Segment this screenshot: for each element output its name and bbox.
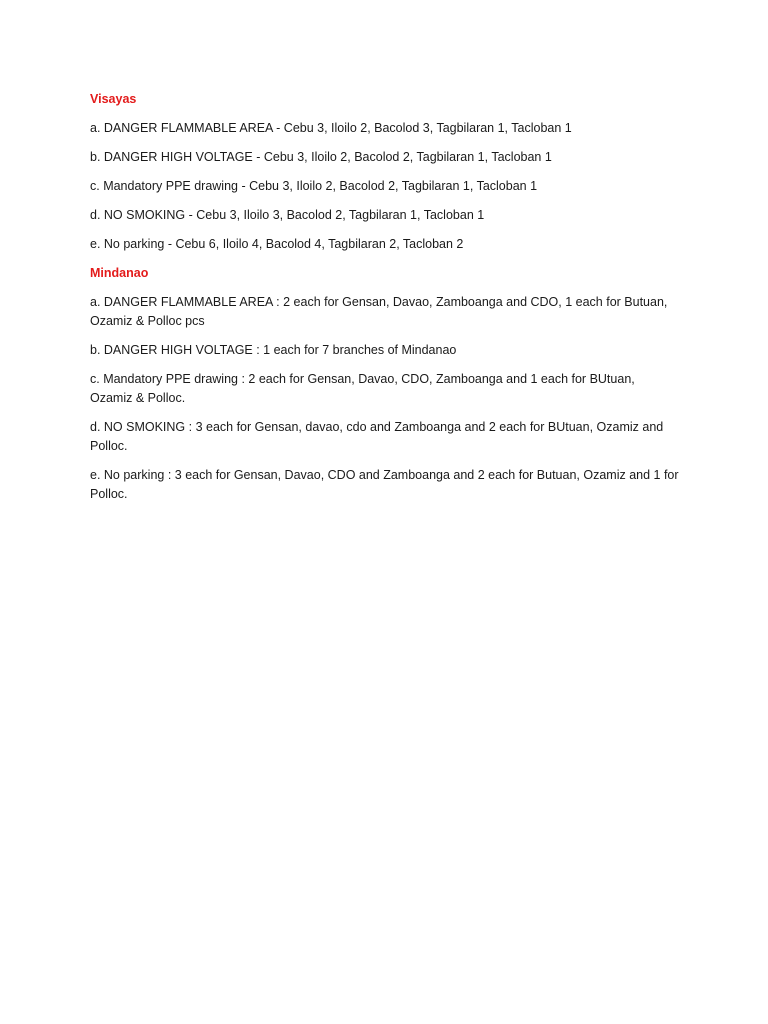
visayas-heading: Visayas	[90, 92, 137, 106]
visayas-item-c: c. Mandatory PPE drawing - Cebu 3, Iloilo 2, Bacolod 2, Tagbilaran 1, Tacloban 1	[90, 179, 538, 193]
mindanao-section	[90, 264, 680, 504]
mindanao-item-a: a. DANGER FLAMMABLE AREA : 2 each for Gensan, Davao, Zamboanga and CDO, 1 each for Butuan, Ozamiz & Polloc pcs	[90, 295, 668, 328]
mindanao-item-d: d. NO SMOKING : 3 each for Gensan, davao, cdo and Zamboanga and 2 each for BUtuan, Ozamiz and Polloc.	[90, 420, 664, 453]
visayas-section	[90, 90, 680, 254]
visayas-item-d: d. NO SMOKING - Cebu 3, Iloilo 3, Bacolod 2, Tagbilaran 1, Tacloban 1	[90, 208, 485, 222]
visayas-item-e: e. No parking - Cebu 6, Iloilo 4, Bacolod 4, Tagbilaran 2, Tacloban 2	[90, 237, 464, 251]
mindanao-item-c: c. Mandatory PPE drawing : 2 each for Gensan, Davao, CDO, Zamboanga and 1 each for BUtuan, Ozamiz & Polloc.	[90, 372, 635, 405]
mindanao-item-b: b. DANGER HIGH VOLTAGE : 1 each for 7 branches of Mindanao	[90, 343, 457, 357]
mindanao-item-e: e. No parking : 3 each for Gensan, Davao, CDO and Zamboanga and 2 each for Butuan, Ozamiz and 1 for Polloc.	[90, 468, 679, 501]
document-page	[90, 90, 680, 514]
visayas-item-b: b. DANGER HIGH VOLTAGE - Cebu 3, Iloilo 2, Bacolod 2, Tagbilaran 1, Tacloban 1	[90, 150, 552, 164]
visayas-item-a: a. DANGER FLAMMABLE AREA - Cebu 3, Iloilo 2, Bacolod 3, Tagbilaran 1, Tacloban 1	[90, 121, 572, 135]
mindanao-heading: Mindanao	[90, 266, 149, 280]
